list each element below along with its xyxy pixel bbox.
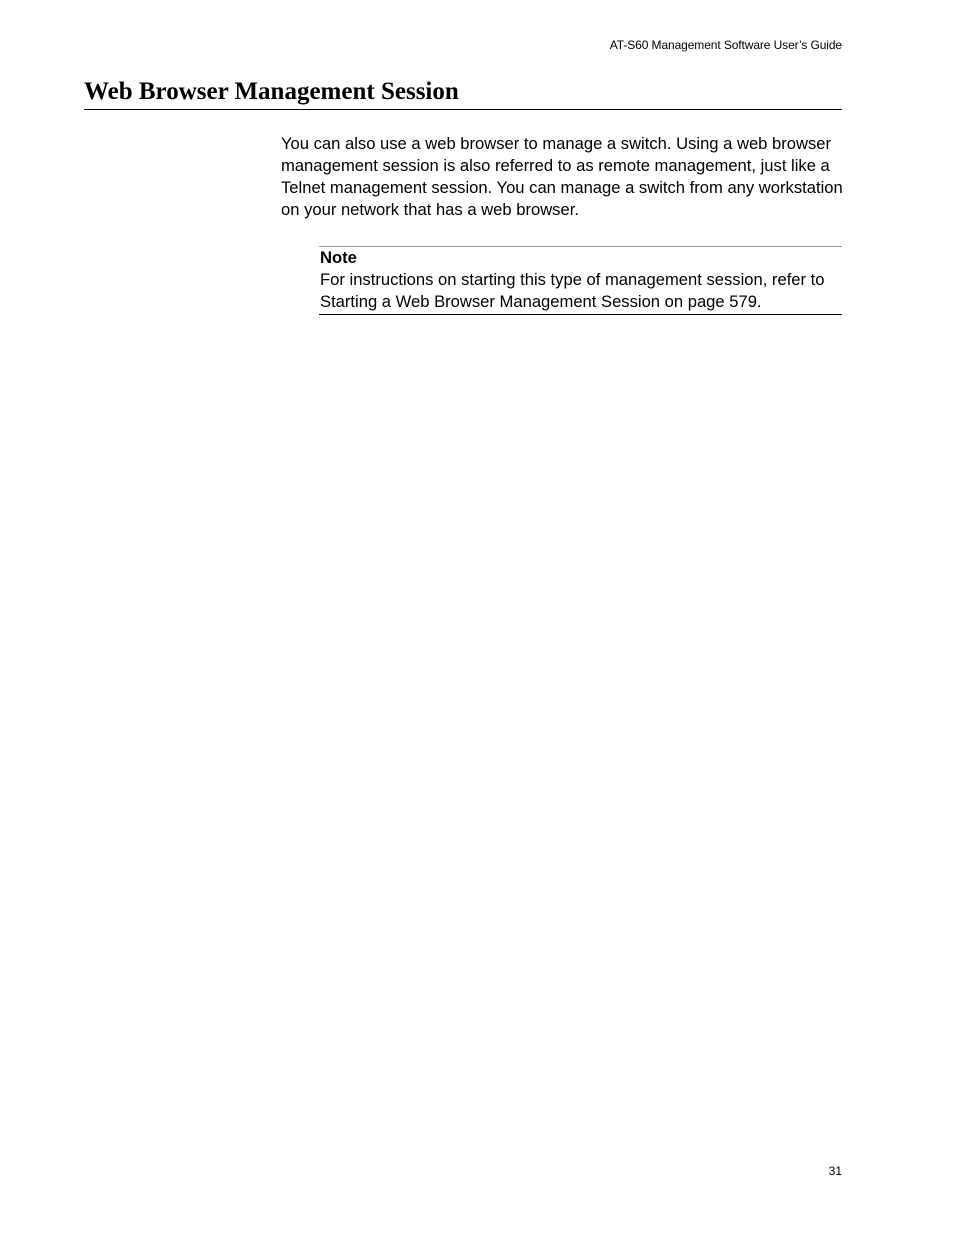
body-paragraph: You can also use a web browser to manage a switch. Using a web browser management session is also referred to as remote management, just like a Telnet management session. You can manage a switch from any workstation on your network that has a web browser. <box>281 134 843 219</box>
section-heading: Web Browser Management Session <box>84 78 459 105</box>
note-label: Note <box>320 248 357 267</box>
page-number: 31 <box>828 1164 842 1178</box>
running-header: AT-S60 Management Software User’s Guide <box>609 38 842 52</box>
note-text: For instructions on starting this type of management session, refer to Starting a Web Browser Management Session on page 579. <box>320 270 825 311</box>
heading-rule <box>84 109 842 110</box>
note-box <box>319 246 842 315</box>
